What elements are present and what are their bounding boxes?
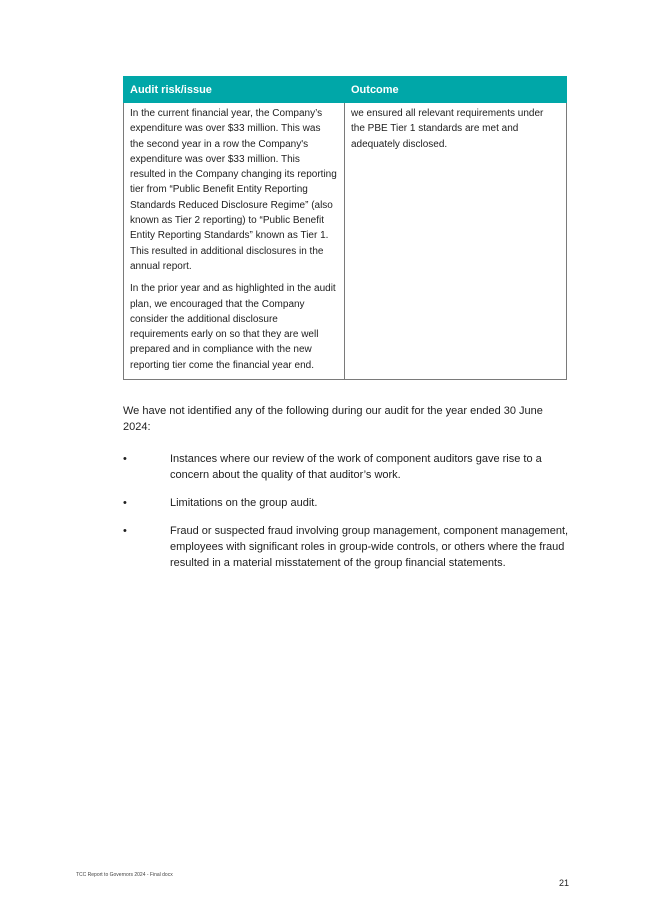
header-audit-risk: Audit risk/issue xyxy=(124,77,345,103)
list-item-text: Fraud or suspected fraud involving group management, component management, employees with significant roles in group-wide controls, or others where the fraud resulted in a material misstatement of the group financial statements. xyxy=(170,525,569,569)
intro-paragraph: We have not identified any of the following during our audit for the year ended 30 June 2024: xyxy=(123,405,543,433)
footer-document-name: TCC Report to Governors 2024 - Final docx xyxy=(76,872,173,878)
risk-paragraph: In the current financial year, the Company’s expenditure was over $33 million. This was the second year in a row the Company's expenditure was over $33 million. This resulted in the Company changing its reporting tier from “Public Benefit Entity Reporting Standards Reduced Disclosure Regime” (also known as Tier 2 reporting) to “Public Benefit Entity Reporting Standards” known as Tier 1. This resulted in additional disclosures in the annual report. xyxy=(130,108,337,272)
table-header-row xyxy=(124,77,567,103)
outcome-cell xyxy=(345,103,567,380)
bullet-icon: • xyxy=(123,497,127,509)
list-item-text: Limitations on the group audit. xyxy=(170,497,318,509)
risk-paragraph: In the prior year and as highlighted in the audit plan, we encouraged that the Company consider the additional disclosure requirements early on so that they are well prepared and in compliance with the new reporting tier come the financial year end. xyxy=(130,283,336,371)
list-item xyxy=(123,523,573,571)
list-item xyxy=(123,495,573,511)
list-item-text: Instances where our review of the work of component auditors gave rise to a concern about the quality of that auditor’s work. xyxy=(170,453,542,481)
header-outcome: Outcome xyxy=(345,77,567,103)
page-number: 21 xyxy=(558,878,569,888)
audit-risk-table xyxy=(123,76,567,380)
findings-list xyxy=(123,451,573,583)
bullet-icon: • xyxy=(123,525,127,537)
list-item xyxy=(123,451,573,483)
outcome-text: we ensured all relevant requirements under the PBE Tier 1 standards are met and adequately disclosed. xyxy=(351,108,544,150)
risk-cell xyxy=(124,103,345,380)
bullet-icon: • xyxy=(123,453,127,465)
table-row xyxy=(124,103,567,380)
